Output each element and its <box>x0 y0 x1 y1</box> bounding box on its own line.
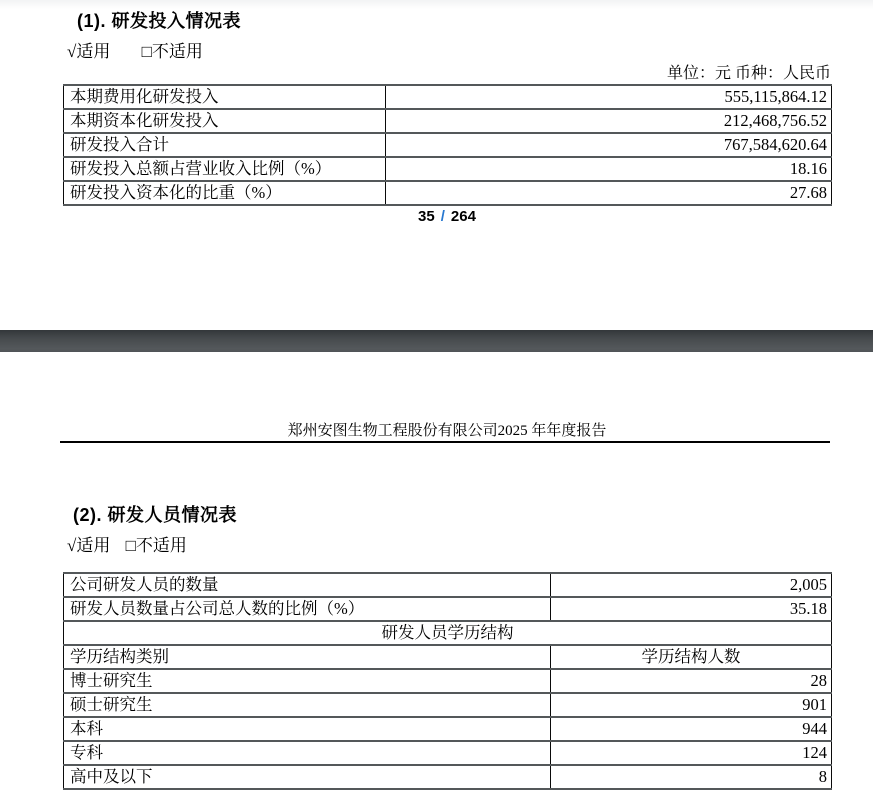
table-row <box>64 717 832 741</box>
table-row <box>64 181 832 205</box>
rd-investment-table <box>63 84 832 206</box>
section2-title: (2). 研发人员情况表 <box>73 505 238 525</box>
not-applicable-unchecked-label: □不适用 <box>141 42 203 61</box>
table-cell-value: 901 <box>551 693 832 717</box>
applicable-checked-label: √适用 <box>67 536 111 555</box>
table-row <box>64 669 832 693</box>
page-number-slash: / <box>440 208 445 225</box>
table-cell-label: 研发投入总额占营业收入比例（%） <box>64 157 386 181</box>
page-break-separator <box>0 330 873 352</box>
total-page-count: 264 <box>450 208 476 225</box>
current-page-number: 35 <box>418 208 435 225</box>
table-row <box>64 85 832 109</box>
rd-personnel-table <box>63 572 832 790</box>
applicable-checked-label: √适用 <box>67 42 111 61</box>
table-cell-label: 硕士研究生 <box>64 693 551 717</box>
table-cell-value: 124 <box>551 741 832 765</box>
table-cell-value: 212,468,756.52 <box>386 109 832 133</box>
table-cell-value: 2,005 <box>551 573 832 597</box>
table-cell-value: 8 <box>551 765 832 789</box>
table-cell-label: 本期资本化研发投入 <box>64 109 386 133</box>
table-cell-value: 767,584,620.64 <box>386 133 832 157</box>
header-underline-rule <box>60 441 830 443</box>
table-cell-label: 博士研究生 <box>64 669 551 693</box>
education-structure-merged-header: 研发人员学历结构 <box>64 621 832 645</box>
table-cell-label: 专科 <box>64 741 551 765</box>
table-cell-label: 研发投入合计 <box>64 133 386 157</box>
table-cell-value: 28 <box>551 669 832 693</box>
not-applicable-unchecked-label: □不适用 <box>125 536 187 555</box>
table-cell-value: 27.68 <box>386 181 832 205</box>
table-cell-label: 公司研发人员的数量 <box>64 573 551 597</box>
table-cell-value: 35.18 <box>551 597 832 621</box>
table-row <box>64 765 832 789</box>
table-row <box>64 573 832 597</box>
table-cell-label: 研发投入资本化的比重（%） <box>64 181 386 205</box>
table-cell-label: 高中及以下 <box>64 765 551 789</box>
table-cell-label: 本期费用化研发投入 <box>64 85 386 109</box>
table-row <box>64 597 832 621</box>
table-row <box>64 741 832 765</box>
table-row <box>64 133 832 157</box>
table-header-row <box>64 645 832 669</box>
table-row <box>64 109 832 133</box>
section1-title: (1). 研发投入情况表 <box>77 11 242 31</box>
table-cell-value: 944 <box>551 717 832 741</box>
column-header-category: 学历结构类别 <box>64 645 551 669</box>
column-header-count: 学历结构人数 <box>551 645 832 669</box>
section1-applicability <box>67 37 203 62</box>
table-row <box>64 157 832 181</box>
document-running-header: 郑州安图生物工程股份有限公司2025 年年度报告 <box>287 423 607 439</box>
table-cell-value: 18.16 <box>386 157 832 181</box>
table-row-merged-header <box>64 621 832 645</box>
table-row <box>64 693 832 717</box>
table-cell-value: 555,115,864.12 <box>386 85 832 109</box>
unit-currency-note: 单位：元 币种：人民币 <box>666 65 831 82</box>
section2-applicability <box>67 531 187 556</box>
table-cell-label: 本科 <box>64 717 551 741</box>
table-cell-label: 研发人员数量占公司总人数的比例（%） <box>64 597 551 621</box>
page-number-indicator <box>63 208 831 225</box>
